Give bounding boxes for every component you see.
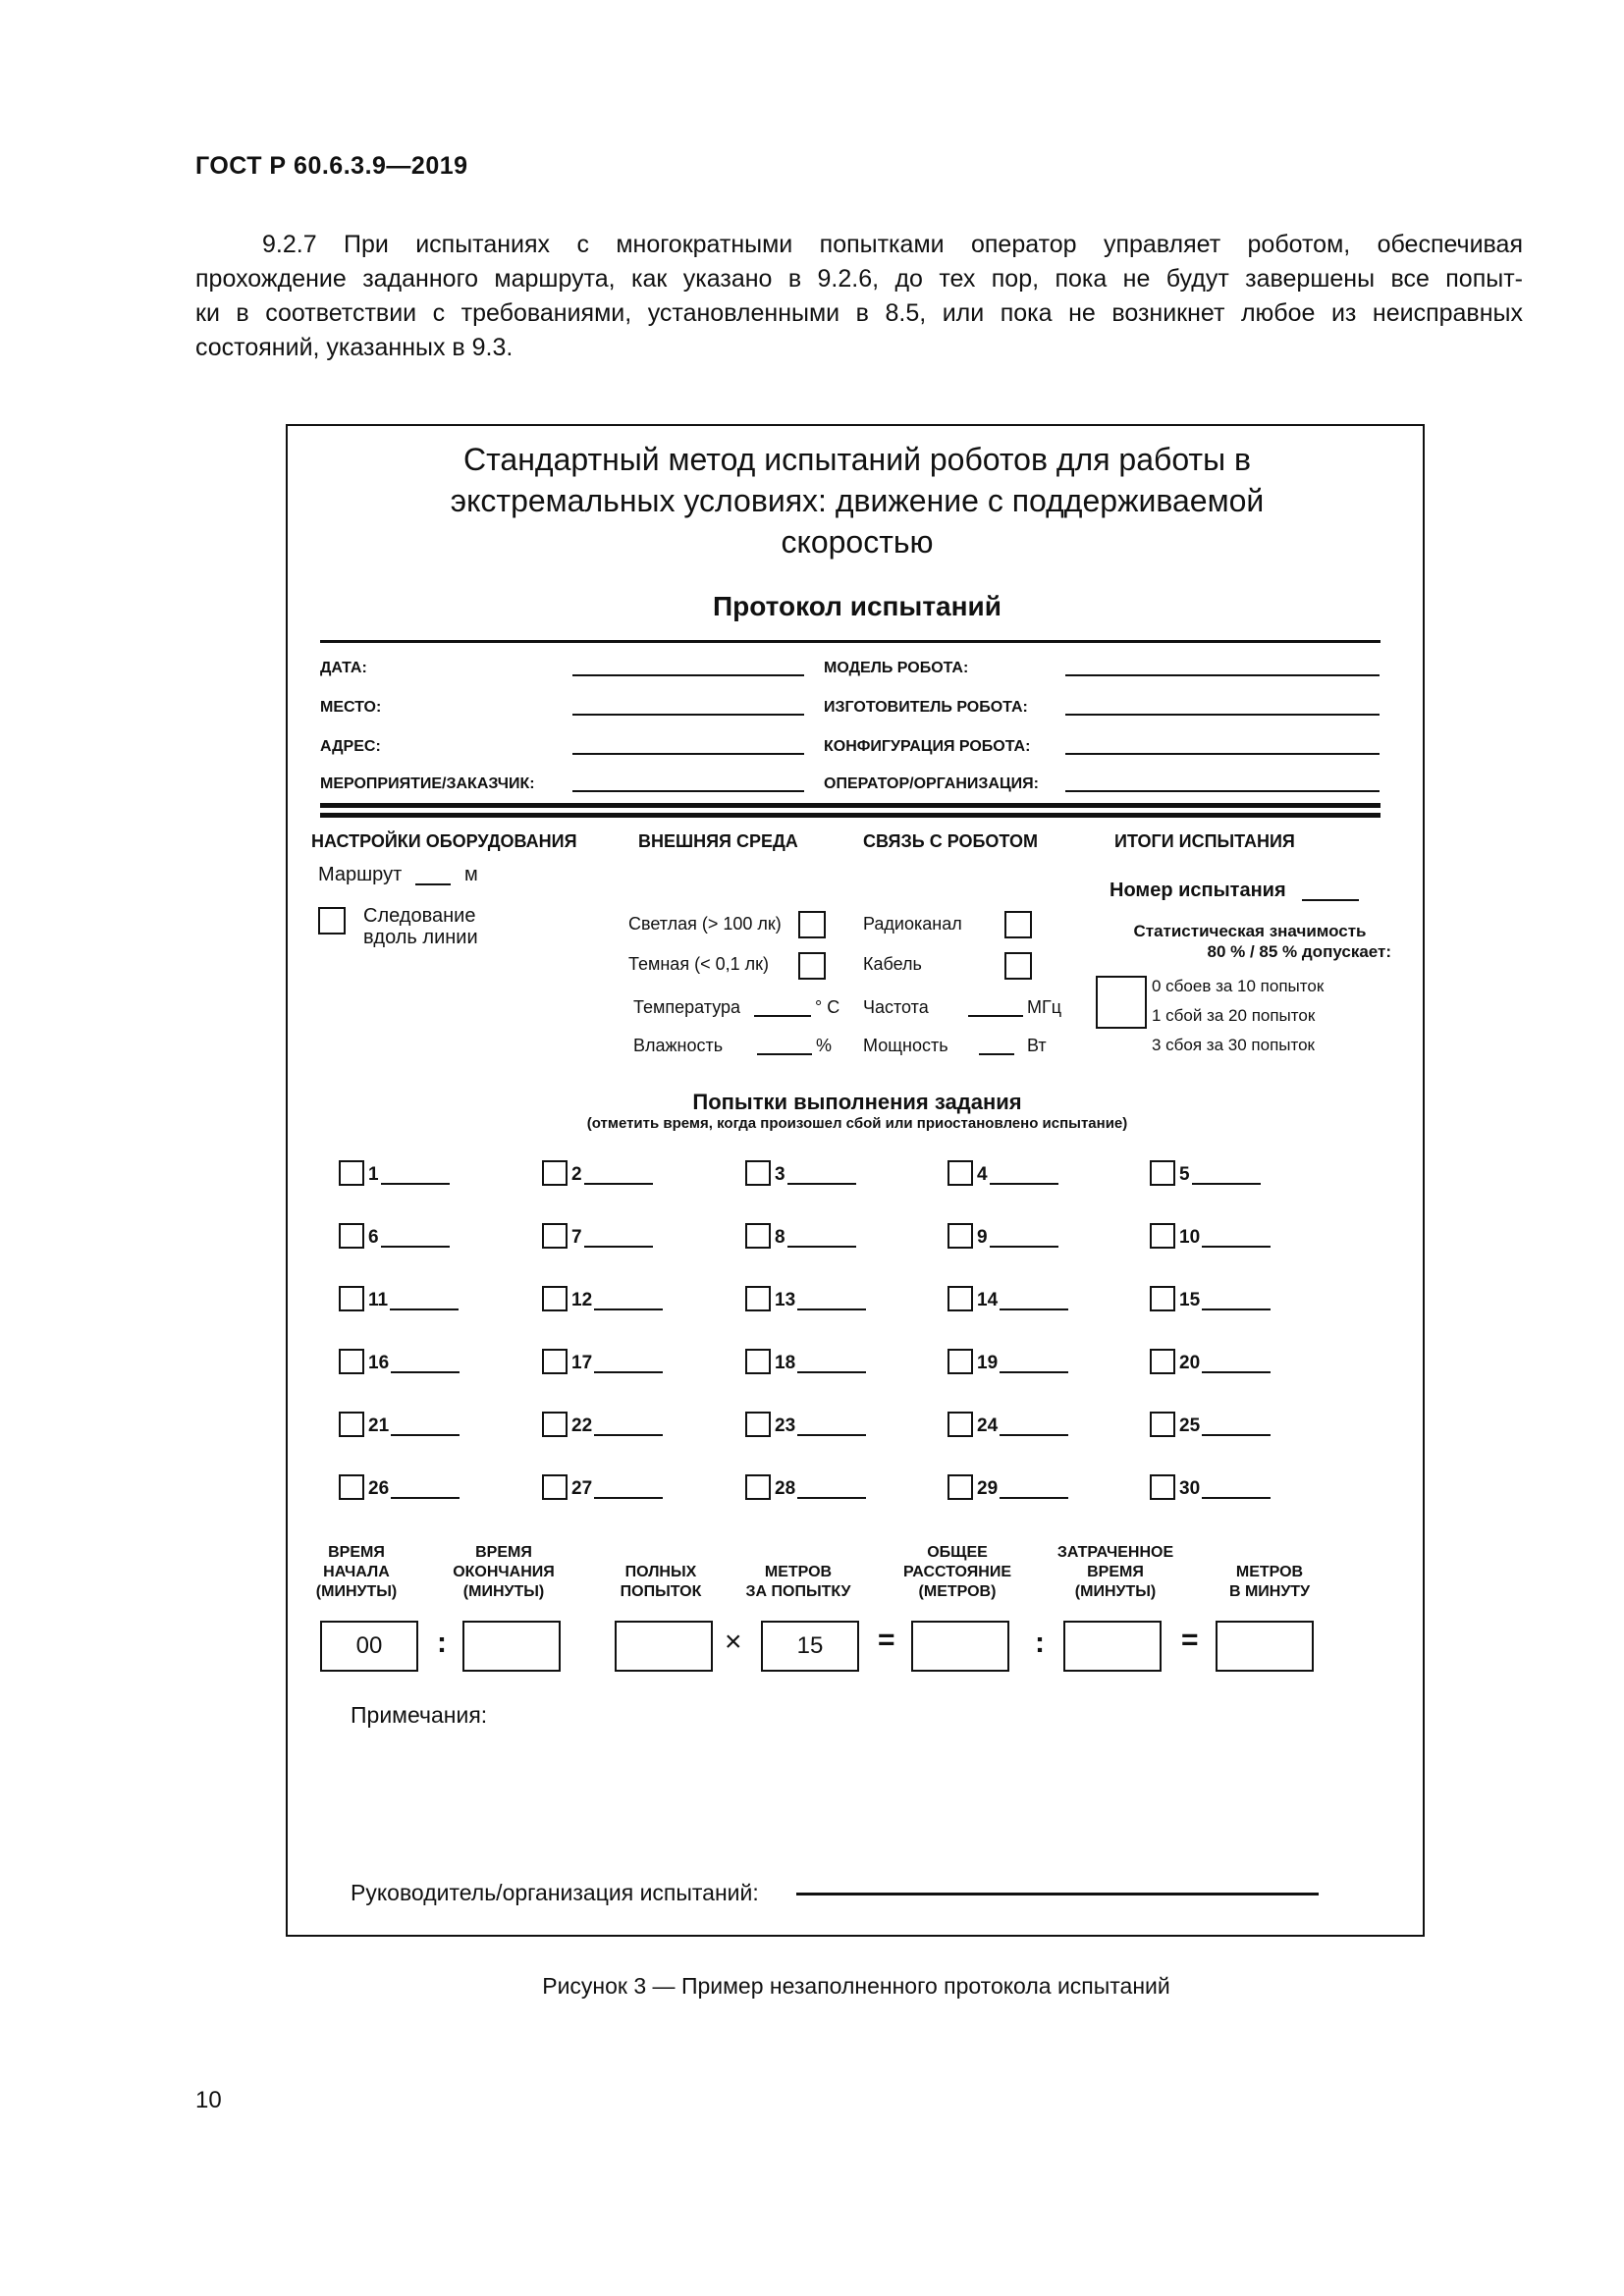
attempt-time-line[interactable]: [1202, 1497, 1271, 1499]
attempt-item[interactable]: [1150, 1286, 1271, 1311]
attempt-time-line[interactable]: [584, 1183, 653, 1185]
body-paragraph: [195, 228, 1523, 365]
attempt-checkbox[interactable]: [1150, 1474, 1175, 1500]
dark-label: Темная (< 0,1 лк): [628, 954, 769, 974]
attempt-time-line[interactable]: [584, 1246, 653, 1248]
meters-per-minute-box[interactable]: [1216, 1621, 1314, 1672]
config-field[interactable]: [1065, 753, 1380, 755]
attempt-number: 1: [368, 1164, 379, 1185]
attempt-number: 15: [1179, 1290, 1201, 1310]
meters-per-lap-box[interactable]: 15: [761, 1621, 859, 1672]
attempt-checkbox[interactable]: [947, 1286, 973, 1311]
temperature-label: Температура: [633, 997, 741, 1017]
supervisor-field[interactable]: [796, 1893, 1319, 1896]
calc-header-line: РАССТОЯНИЕ: [903, 1564, 1011, 1580]
attempt-time-line[interactable]: [1000, 1308, 1068, 1310]
attempt-checkbox[interactable]: [339, 1412, 364, 1437]
attempt-checkbox[interactable]: [542, 1286, 568, 1311]
temperature-field[interactable]: [754, 1015, 811, 1017]
attempt-number: 20: [1179, 1353, 1201, 1373]
document-header: ГОСТ Р 60.6.3.9—2019: [195, 152, 468, 180]
paragraph-line: прохождение заданного маршрута, как указано в 9.2.6, до тех пор, пока не будут завершены все попыт-: [195, 265, 1523, 293]
attempt-number: 14: [977, 1290, 999, 1310]
attempt-number: 30: [1179, 1478, 1201, 1499]
equals-operator: =: [878, 1624, 895, 1656]
frequency-field[interactable]: [968, 1015, 1023, 1017]
attempt-checkbox[interactable]: [745, 1160, 771, 1186]
attempt-checkbox[interactable]: [542, 1160, 568, 1186]
field-label-event: МЕРОПРИЯТИЕ/ЗАКАЗЧИК:: [320, 775, 535, 792]
attempt-number: 13: [775, 1290, 796, 1310]
attempt-time-line[interactable]: [1202, 1434, 1271, 1436]
attempt-checkbox[interactable]: [745, 1474, 771, 1500]
attempt-item[interactable]: [1150, 1349, 1271, 1374]
attempt-time-line[interactable]: [391, 1371, 460, 1373]
attempt-item[interactable]: [947, 1412, 1068, 1437]
attempt-number: 6: [368, 1227, 379, 1248]
times-operator: ×: [725, 1626, 742, 1658]
attempt-item[interactable]: [1150, 1223, 1271, 1249]
attempt-checkbox[interactable]: [339, 1160, 364, 1186]
colon-operator: :: [1035, 1627, 1045, 1659]
attempt-checkbox[interactable]: [947, 1349, 973, 1374]
attempt-number: 11: [368, 1290, 389, 1310]
field-label-address: АДРЕС:: [320, 738, 381, 755]
attempt-checkbox[interactable]: [339, 1286, 364, 1311]
calc-header-line: ЗА ПОПЫТКУ: [745, 1583, 851, 1600]
attempt-item[interactable]: [1150, 1474, 1271, 1500]
attempt-item[interactable]: [745, 1160, 856, 1186]
attempt-number: 25: [1179, 1415, 1201, 1436]
attempt-time-line[interactable]: [391, 1497, 460, 1499]
attempt-item[interactable]: [339, 1412, 460, 1437]
paragraph-line: 9.2.7 При испытаниях с многократными попытками оператор управляет роботом, обеспечивая: [262, 231, 1523, 258]
route-label: Маршрут: [318, 864, 403, 885]
attempt-item[interactable]: [542, 1223, 653, 1249]
attempt-number: 18: [775, 1353, 796, 1373]
attempt-checkbox[interactable]: [542, 1223, 568, 1249]
calc-header-elapsed: [1042, 1543, 1189, 1602]
attempt-checkbox[interactable]: [1150, 1349, 1175, 1374]
divider-double-b: [320, 813, 1380, 818]
field-label-manufacturer: ИЗГОТОВИТЕЛЬ РОБОТА:: [824, 699, 1028, 716]
field-label-operator: ОПЕРАТОР/ОРГАНИЗАЦИЯ:: [824, 775, 1039, 792]
place-field[interactable]: [572, 714, 804, 716]
calc-header-line: ВРЕМЯ: [475, 1544, 532, 1561]
calc-header-end: [440, 1543, 568, 1602]
failure-option: 0 сбоев за 10 попыток: [1152, 977, 1325, 995]
figure-caption: Рисунок 3 — Пример незаполненного протокола испытаний: [542, 1973, 1170, 1999]
calc-header-start: [309, 1543, 404, 1602]
attempt-number: 22: [571, 1415, 593, 1436]
radio-checkbox[interactable]: [1004, 911, 1032, 938]
attempt-time-line[interactable]: [797, 1308, 866, 1310]
attempt-item[interactable]: [542, 1474, 663, 1500]
failure-option: 3 сбоя за 30 попыток: [1152, 1036, 1315, 1054]
calc-header-meters-per-lap: [734, 1563, 862, 1602]
attempt-checkbox[interactable]: [1150, 1160, 1175, 1186]
line-follow-checkbox[interactable]: [318, 907, 346, 934]
attempt-item[interactable]: [339, 1160, 450, 1186]
line-follow-label: [363, 905, 478, 948]
failure-option: 1 сбой за 20 попыток: [1152, 1006, 1316, 1025]
attempt-time-line[interactable]: [594, 1434, 663, 1436]
calc-header-line: (МИНУТЫ): [315, 1583, 398, 1600]
event-field[interactable]: [572, 790, 804, 792]
attempt-time-line[interactable]: [594, 1308, 663, 1310]
total-distance-box[interactable]: [911, 1621, 1009, 1672]
attempt-checkbox[interactable]: [947, 1223, 973, 1249]
form-subtitle: Протокол испытаний: [713, 591, 1001, 621]
attempt-item[interactable]: [339, 1474, 460, 1500]
attempt-number: 8: [775, 1227, 785, 1248]
attempt-time-line[interactable]: [787, 1246, 856, 1248]
power-label: Мощность: [863, 1036, 948, 1055]
manufacturer-field[interactable]: [1065, 714, 1380, 716]
light-label: Светлая (> 100 лк): [628, 914, 782, 934]
attempt-checkbox[interactable]: [1150, 1286, 1175, 1311]
attempt-item[interactable]: [745, 1474, 866, 1500]
calc-header-line: МЕТРОВ: [1235, 1564, 1304, 1580]
attempt-number: 4: [977, 1164, 988, 1185]
attempt-time-line[interactable]: [390, 1308, 459, 1310]
attempt-checkbox[interactable]: [1150, 1223, 1175, 1249]
light-checkbox[interactable]: [798, 911, 826, 938]
attempt-number: 2: [571, 1164, 582, 1185]
attempt-time-line[interactable]: [797, 1371, 866, 1373]
temperature-unit: ° С: [815, 997, 840, 1017]
attempt-number: 21: [368, 1415, 390, 1436]
attempt-checkbox[interactable]: [947, 1412, 973, 1437]
attempt-number: 26: [368, 1478, 390, 1499]
failure-criteria-box[interactable]: [1096, 976, 1147, 1029]
attempts-note: (отметить время, когда произошел сбой или приостановлено испытание): [586, 1115, 1128, 1132]
cable-label: Кабель: [863, 954, 922, 974]
humidity-field[interactable]: [757, 1053, 812, 1055]
attempt-checkbox[interactable]: [542, 1349, 568, 1374]
attempt-number: 28: [775, 1478, 796, 1499]
calc-header-distance: [889, 1543, 1026, 1602]
line-follow-label-2: вдоль линии: [363, 927, 478, 948]
end-time-box[interactable]: [462, 1621, 561, 1672]
attempt-time-line[interactable]: [1202, 1246, 1271, 1248]
calc-header-rate: [1216, 1563, 1324, 1602]
calc-header-line: (МЕТРОВ): [918, 1583, 997, 1600]
power-unit: Вт: [1027, 1036, 1047, 1055]
attempt-number: 10: [1179, 1227, 1201, 1248]
attempt-checkbox[interactable]: [339, 1474, 364, 1500]
calc-header-line: ВРЕМЯ: [1087, 1564, 1144, 1580]
supervisor-label: Руководитель/организация испытаний:: [351, 1880, 759, 1905]
cable-checkbox[interactable]: [1004, 952, 1032, 980]
attempt-time-line[interactable]: [1000, 1371, 1068, 1373]
divider-double-a: [320, 803, 1380, 808]
significance-label: [1095, 921, 1405, 962]
attempt-checkbox[interactable]: [339, 1223, 364, 1249]
attempt-number: 23: [775, 1415, 796, 1436]
calc-header-laps: [607, 1563, 715, 1602]
attempt-checkbox[interactable]: [542, 1474, 568, 1500]
field-label-robot-model: МОДЕЛЬ РОБОТА:: [824, 660, 969, 676]
attempt-number: 7: [571, 1227, 582, 1248]
route-unit: м: [464, 864, 478, 885]
attempt-checkbox[interactable]: [745, 1286, 771, 1311]
section-environment-heading: ВНЕШНЯЯ СРЕДА: [638, 831, 798, 851]
attempt-checkbox[interactable]: [745, 1349, 771, 1374]
elapsed-time-box[interactable]: [1063, 1621, 1162, 1672]
attempt-time-line[interactable]: [1192, 1183, 1261, 1185]
attempt-item[interactable]: [947, 1286, 1068, 1311]
attempt-item[interactable]: [947, 1474, 1068, 1500]
attempt-checkbox[interactable]: [339, 1349, 364, 1374]
page-number: 10: [195, 2087, 222, 2113]
attempt-item[interactable]: [1150, 1160, 1261, 1186]
attempt-item[interactable]: [947, 1349, 1068, 1374]
frequency-unit: МГц: [1027, 997, 1062, 1017]
attempt-time-line[interactable]: [1000, 1497, 1068, 1499]
form-title-line: Стандартный метод испытаний роботов для работы в: [463, 442, 1251, 477]
attempt-number: 12: [571, 1290, 593, 1310]
attempt-number: 27: [571, 1478, 593, 1499]
attempt-item[interactable]: [947, 1223, 1058, 1249]
attempts-heading: Попытки выполнения задания: [692, 1090, 1022, 1114]
attempt-checkbox[interactable]: [745, 1412, 771, 1437]
attempts-grid: [339, 1160, 1399, 1514]
date-field[interactable]: [572, 674, 804, 676]
attempt-time-line[interactable]: [1202, 1371, 1271, 1373]
section-equipment-heading: НАСТРОЙКИ ОБОРУДОВАНИЯ: [311, 831, 577, 851]
calc-header-line: ПОПЫТОК: [620, 1583, 702, 1600]
test-report-form: [286, 424, 1425, 1937]
attempt-item[interactable]: [542, 1160, 653, 1186]
colon-operator: :: [437, 1627, 447, 1659]
attempt-item[interactable]: [745, 1412, 866, 1437]
equals-operator: =: [1181, 1624, 1199, 1656]
failure-options: [1152, 972, 1324, 1060]
attempt-item[interactable]: [542, 1349, 663, 1374]
attempt-number: 3: [775, 1164, 785, 1185]
calc-header-line: ЗАТРАЧЕННОЕ: [1056, 1544, 1174, 1561]
calc-header-line: ПОЛНЫХ: [624, 1564, 697, 1580]
test-number-label: Номер испытания: [1110, 880, 1286, 901]
field-label-config: КОНФИГУРАЦИЯ РОБОТА:: [824, 738, 1031, 755]
address-field[interactable]: [572, 753, 804, 755]
humidity-label: Влажность: [633, 1036, 724, 1055]
field-label-date: ДАТА:: [320, 660, 367, 676]
section-comms-heading: СВЯЗЬ С РОБОТОМ: [863, 831, 1038, 851]
form-title-line: экстремальных условиях: движение с поддерживаемой: [450, 483, 1265, 518]
attempt-item[interactable]: [745, 1349, 866, 1374]
attempt-time-line[interactable]: [594, 1497, 663, 1499]
calc-header-line: ВРЕМЯ: [328, 1544, 385, 1561]
form-title-line: скоростью: [781, 524, 934, 560]
attempt-number: 17: [571, 1353, 593, 1373]
attempt-time-line[interactable]: [797, 1497, 866, 1499]
attempt-time-line[interactable]: [1202, 1308, 1271, 1310]
attempt-checkbox[interactable]: [542, 1412, 568, 1437]
attempt-time-line[interactable]: [787, 1183, 856, 1185]
radio-label: Радиоканал: [863, 914, 962, 934]
calc-header-line: НАЧАЛА: [323, 1564, 390, 1580]
attempt-item[interactable]: [339, 1286, 459, 1311]
start-time-box[interactable]: 00: [320, 1621, 418, 1672]
attempt-item[interactable]: [542, 1286, 663, 1311]
attempt-time-line[interactable]: [391, 1434, 460, 1436]
calc-header-line: (МИНУТЫ): [1074, 1583, 1157, 1600]
attempt-time-line[interactable]: [990, 1246, 1058, 1248]
attempt-checkbox[interactable]: [947, 1474, 973, 1500]
humidity-unit: %: [816, 1036, 833, 1055]
attempt-checkbox[interactable]: [1150, 1412, 1175, 1437]
attempt-item[interactable]: [339, 1223, 450, 1249]
attempt-checkbox[interactable]: [745, 1223, 771, 1249]
divider-top: [320, 640, 1380, 643]
significance-line-2: 80 % / 85 % допускает:: [1207, 942, 1391, 961]
test-number-field[interactable]: [1302, 899, 1359, 901]
calc-header-line: ОБЩЕЕ: [927, 1544, 988, 1561]
attempt-item[interactable]: [1150, 1412, 1271, 1437]
attempt-number: 24: [977, 1415, 999, 1436]
calc-header-line: (МИНУТЫ): [462, 1583, 545, 1600]
attempt-time-line[interactable]: [990, 1183, 1058, 1185]
attempt-time-line[interactable]: [797, 1434, 866, 1436]
frequency-label: Частота: [863, 997, 929, 1017]
significance-line-1: Статистическая значимость: [1133, 922, 1367, 940]
paragraph-line: состояний, указанных в 9.3.: [195, 334, 514, 361]
attempt-number: 16: [368, 1353, 390, 1373]
attempt-number: 9: [977, 1227, 988, 1248]
attempt-checkbox[interactable]: [947, 1160, 973, 1186]
paragraph-line: ки в соответствии с требованиями, установленными в 8.5, или пока не возникнет любое из неисправных: [195, 299, 1523, 327]
operator-field[interactable]: [1065, 790, 1380, 792]
dark-checkbox[interactable]: [798, 952, 826, 980]
section-results-heading: ИТОГИ ИСПЫТАНИЯ: [1114, 831, 1295, 851]
robot-model-field[interactable]: [1065, 674, 1380, 676]
attempt-item[interactable]: [745, 1223, 856, 1249]
attempt-time-line[interactable]: [381, 1183, 450, 1185]
notes-label: Примечания:: [351, 1702, 488, 1728]
attempt-time-line[interactable]: [1000, 1434, 1068, 1436]
attempt-item[interactable]: [947, 1160, 1058, 1186]
attempt-time-line[interactable]: [381, 1246, 450, 1248]
attempt-item[interactable]: [339, 1349, 460, 1374]
laps-box[interactable]: [615, 1621, 713, 1672]
route-field[interactable]: [415, 883, 451, 885]
attempt-number: 19: [977, 1353, 999, 1373]
calc-header-line: ОКОНЧАНИЯ: [453, 1564, 555, 1580]
attempt-time-line[interactable]: [594, 1371, 663, 1373]
attempt-item[interactable]: [542, 1412, 663, 1437]
field-label-place: МЕСТО:: [320, 699, 382, 716]
line-follow-label-1: Следование: [363, 905, 476, 927]
calc-header-line: В МИНУТУ: [1228, 1583, 1311, 1600]
attempt-number: 29: [977, 1478, 999, 1499]
power-field[interactable]: [979, 1053, 1014, 1055]
attempt-item[interactable]: [745, 1286, 866, 1311]
calc-header-line: МЕТРОВ: [764, 1564, 833, 1580]
attempt-number: 5: [1179, 1164, 1190, 1185]
